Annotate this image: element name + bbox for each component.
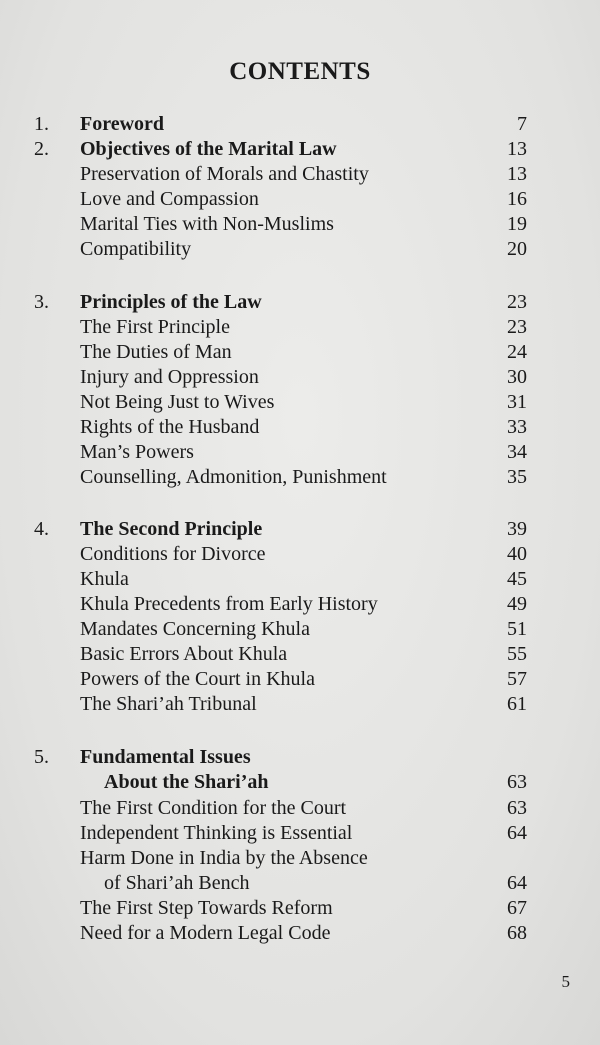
entry-title: The First Condition for the Court — [80, 797, 347, 819]
toc-entry — [0, 415, 600, 440]
page-number: 33 — [507, 416, 527, 438]
entry-title: The First Principle — [80, 316, 230, 338]
page-number: 51 — [507, 618, 527, 640]
page-number: 31 — [507, 391, 527, 413]
page-number: 63 — [507, 797, 527, 819]
page-number: 13 — [507, 138, 527, 160]
page-number: 64 — [507, 822, 527, 844]
entry-title: Preservation of Morals and Chastity — [80, 163, 369, 185]
section-title: Objectives of the Marital Law — [80, 138, 337, 160]
entry-title: Compatibility — [80, 238, 192, 260]
toc-entry — [0, 162, 600, 187]
entry-title: Powers of the Court in Khula — [80, 668, 315, 690]
page-number: 57 — [507, 668, 527, 690]
entry-title: Counselling, Admonition, Punishment — [80, 466, 387, 488]
toc-entry — [0, 642, 600, 667]
page-number: 23 — [507, 316, 527, 338]
entry-title: The Shari’ah Tribunal — [80, 693, 257, 715]
entry-title: Injury and Oppression — [80, 366, 259, 388]
entry-title: Independent Thinking is Essential — [80, 822, 353, 844]
entry-title: of Shari’ah Bench — [104, 872, 250, 894]
page-number: 68 — [507, 922, 527, 944]
toc-entry — [0, 871, 600, 896]
entry-title: Harm Done in India by the Absence — [80, 847, 368, 869]
page-number: 19 — [507, 213, 527, 235]
page-number: 13 — [507, 163, 527, 185]
toc-section-2 — [0, 137, 600, 162]
page-number: 34 — [507, 441, 527, 463]
toc-entry — [0, 212, 600, 237]
section-number: 4. — [34, 518, 49, 540]
section-number: 1. — [34, 113, 49, 135]
toc-entry — [0, 921, 600, 946]
toc-entry — [0, 567, 600, 592]
section-title: Principles of the Law — [80, 291, 262, 313]
page-number: 49 — [507, 593, 527, 615]
page-number: 30 — [507, 366, 527, 388]
entry-title: Conditions for Divorce — [80, 543, 266, 565]
entry-title: The First Step Towards Reform — [80, 897, 333, 919]
page-number: 64 — [507, 872, 527, 894]
toc-entry — [0, 821, 600, 846]
page-number: 7 — [517, 113, 527, 135]
page-number: 55 — [507, 643, 527, 665]
toc-entry — [0, 440, 600, 465]
entry-title: Rights of the Husband — [80, 416, 260, 438]
toc-entry — [0, 667, 600, 692]
toc-entry — [0, 896, 600, 921]
page-number: 24 — [507, 341, 527, 363]
entry-title: Not Being Just to Wives — [80, 391, 275, 413]
entry-title: Khula — [80, 568, 129, 590]
section-number: 2. — [34, 138, 49, 160]
entry-title: Need for a Modern Legal Code — [80, 922, 331, 944]
page-number: 20 — [507, 238, 527, 260]
page-number: 16 — [507, 188, 527, 210]
page-number: 35 — [507, 466, 527, 488]
toc-entry — [0, 692, 600, 717]
toc-entry — [0, 592, 600, 617]
entry-title: Khula Precedents from Early History — [80, 593, 378, 615]
page-number: 23 — [507, 291, 527, 313]
toc-entry — [0, 542, 600, 567]
toc-entry — [0, 365, 600, 390]
toc-entry — [0, 846, 600, 871]
entry-title: Basic Errors About Khula — [80, 643, 288, 665]
section-number: 3. — [34, 291, 49, 313]
page-number: 61 — [507, 693, 527, 715]
toc-entry — [0, 796, 600, 821]
page-title: CONTENTS — [229, 58, 371, 85]
toc-section-4 — [0, 517, 600, 542]
page-number: 67 — [507, 897, 527, 919]
toc-section-1 — [0, 112, 600, 137]
entry-title: The Duties of Man — [80, 341, 232, 363]
entry-title: Mandates Concerning Khula — [80, 618, 310, 640]
entry-title: Man’s Powers — [80, 441, 194, 463]
section-number: 5. — [34, 746, 49, 768]
entry-title: Love and Compassion — [80, 188, 259, 210]
section-title-line-2: About the Shari’ah — [104, 771, 269, 793]
toc-section-5 — [0, 745, 600, 770]
page-number: 63 — [507, 771, 527, 793]
toc-entry — [0, 617, 600, 642]
page-number: 45 — [507, 568, 527, 590]
toc-entry — [0, 237, 600, 262]
section-title-line-1: Fundamental Issues — [80, 746, 251, 768]
toc-entry — [0, 390, 600, 415]
toc-entry — [0, 465, 600, 490]
page-number: 39 — [507, 518, 527, 540]
folio-page-number: 5 — [561, 972, 570, 991]
page-number: 40 — [507, 543, 527, 565]
section-title: The Second Principle — [80, 518, 263, 540]
toc-entry — [0, 187, 600, 212]
section-title: Foreword — [80, 113, 165, 135]
toc-section-5-cont — [0, 770, 600, 795]
entry-title: Marital Ties with Non-Muslims — [80, 213, 334, 235]
toc-entry — [0, 340, 600, 365]
toc-entry — [0, 315, 600, 340]
toc-section-3 — [0, 290, 600, 315]
